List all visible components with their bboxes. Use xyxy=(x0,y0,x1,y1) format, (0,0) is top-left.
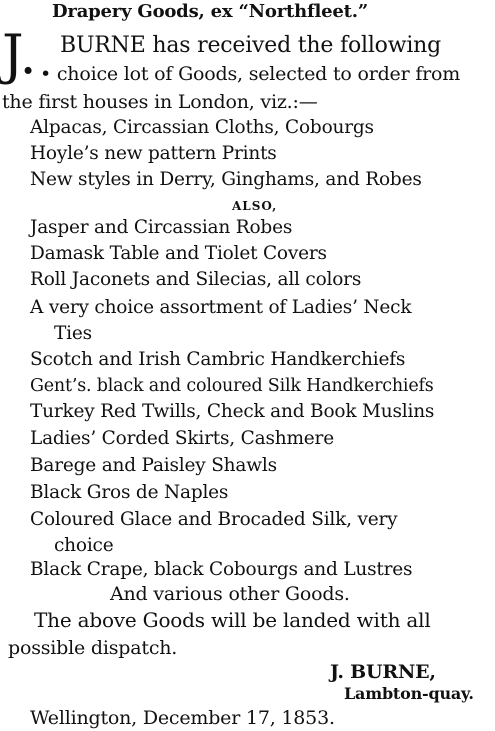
drop-cap: J. xyxy=(2,23,37,86)
goods-item-continuation: choice xyxy=(54,535,114,556)
goods-item: Hoyle’s new pattern Prints xyxy=(30,143,277,164)
advertisement-heading: Drapery Goods, ex “Northfleet.” xyxy=(52,1,369,22)
goods-item: Turkey Red Twills, Check and Book Muslins xyxy=(30,401,435,422)
signature-name: J. BURNE, xyxy=(330,661,436,683)
intro-line-1: BURNE has received the following xyxy=(60,33,442,58)
goods-item: Gent’s. black and coloured Silk Handkerchiefs xyxy=(30,376,434,396)
goods-item: Damask Table and Tiolet Covers xyxy=(30,243,327,264)
goods-item: Coloured Glace and Brocaded Silk, very xyxy=(30,509,398,530)
goods-item: New styles in Derry, Ginghams, and Robes xyxy=(30,169,422,190)
intro-line-2: • choice lot of Goods, selected to order from xyxy=(40,63,461,85)
goods-item: Jasper and Circassian Robes xyxy=(30,217,293,238)
goods-item: Black Gros de Naples xyxy=(30,482,229,503)
goods-item: Roll Jaconets and Silecias, all colors xyxy=(30,269,362,290)
various-goods-line: And various other Goods. xyxy=(110,583,350,605)
goods-item: Alpacas, Circassian Cloths, Cobourgs xyxy=(30,117,374,138)
also-divider: ALSO, xyxy=(232,199,278,213)
goods-item: Barege and Paisley Shawls xyxy=(30,455,277,476)
signature-place: Lambton-quay. xyxy=(344,684,474,703)
goods-item: A very choice assortment of Ladies’ Neck xyxy=(30,297,412,318)
landing-notice-line-1: The above Goods will be landed with all xyxy=(34,608,431,632)
dateline: Wellington, December 17, 1853. xyxy=(30,707,335,729)
goods-item: Ladies’ Corded Skirts, Cashmere xyxy=(30,428,334,449)
goods-item: Scotch and Irish Cambric Handkerchiefs xyxy=(30,349,406,370)
landing-notice-line-2: possible dispatch. xyxy=(8,637,178,659)
goods-item: Black Crape, black Cobourgs and Lustres xyxy=(30,559,413,580)
goods-item-continuation: Ties xyxy=(54,323,92,344)
intro-line-3: the first houses in London, viz.:— xyxy=(2,91,318,113)
